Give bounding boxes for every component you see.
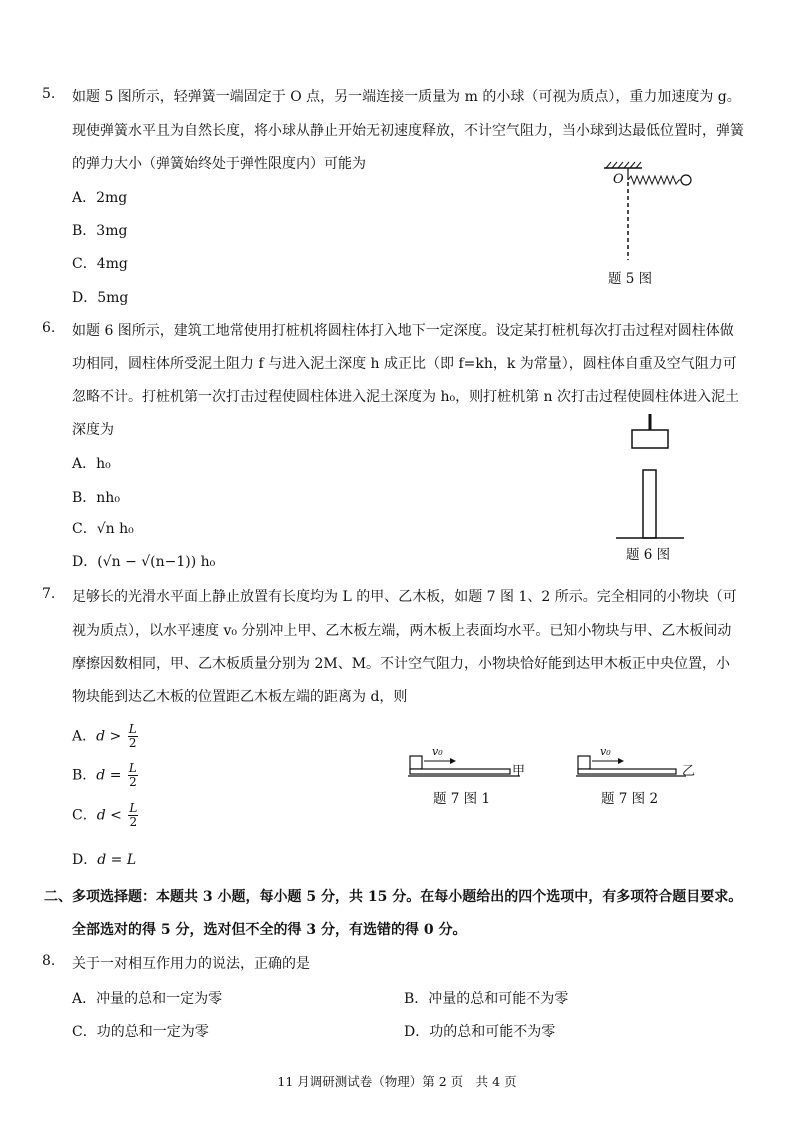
q6-figure xyxy=(612,414,692,540)
q7-stem-line-2: 视为质点），以水平速度 v₀ 分别冲上甲、乙木板左端，两木板上表面均水平。已知小物块与甲、乙木板间动 xyxy=(72,623,732,639)
board-yi xyxy=(578,769,676,774)
q7-stem-line-4: 物块能到达乙木板的位置距乙木板左端的距离为 d，则 xyxy=(72,689,408,705)
q7-option-d: D．d = L xyxy=(72,852,137,868)
q7-figure-1 xyxy=(408,748,528,778)
q7-figure-1-caption: 题 7 图 1 xyxy=(433,791,491,807)
q7-fig1-velocity-label: v₀ xyxy=(432,745,443,758)
q7-figure-2-caption: 题 7 图 2 xyxy=(601,791,659,807)
q6-stem-line-1: 如题 6 图所示，建筑工地常使用打桩机将圆柱体打入地下一定深度。设定某打桩机每次打击过程对圆柱体做 xyxy=(72,323,734,339)
q6-option-d: D．(√n − √(n−1)) h₀ xyxy=(72,554,216,570)
pile-column xyxy=(643,470,656,538)
q8-option-d: D．功的总和可能不为零 xyxy=(404,1024,556,1040)
q8-option-b: B．冲量的总和可能不为零 xyxy=(404,991,569,1007)
spring xyxy=(628,176,681,184)
q6-option-b: B．nh₀ xyxy=(72,490,120,506)
q5-figure-caption: 题 5 图 xyxy=(608,271,653,287)
q8-option-c: C．功的总和一定为零 xyxy=(72,1024,209,1040)
q7-option-a: A．d > $\frac{L}{2}$ xyxy=(72,722,137,750)
section2-heading-line-1: 二、多项选择题：本题共 3 小题，每小题 5 分，共 15 分。在每小题给出的四个选项中，有多项符合题目要求。 xyxy=(44,889,743,905)
section2-heading-line-2: 全部选对的得 5 分，选对但不全的得 3 分，有选错的得 0 分。 xyxy=(72,922,467,938)
q6-stem-line-3: 忽略不计。打桩机第一次打击过程使圆柱体进入泥土深度为 h₀，则打桩机第 n 次打击过程使圆柱体进入泥土 xyxy=(72,389,739,405)
q7-fig1-board-label: 甲 xyxy=(512,764,526,779)
q5-number: 5. xyxy=(42,86,56,102)
q6-stem-line-4: 深度为 xyxy=(72,422,114,438)
q7-number: 7. xyxy=(42,586,56,602)
q5-point-o-label: O xyxy=(613,172,624,187)
q6-option-c: C．√n h₀ xyxy=(72,521,134,537)
q7-option-b: B．d = $\frac{L}{2}$ xyxy=(72,761,137,789)
q5-stem-line-2: 现使弹簧水平且为自然长度，将小球从静止开始无初速度释放，不计空气阻力，当小球到达最低位置时，弹簧 xyxy=(72,123,744,139)
pile-hammer xyxy=(632,430,668,448)
q5-option-b: B．3mg xyxy=(72,223,128,239)
q7-figure-2 xyxy=(576,748,696,778)
q8-stem: 关于一对相互作用力的说法，正确的是 xyxy=(72,956,310,972)
q7-fig2-velocity-label: v₀ xyxy=(600,745,611,758)
q6-option-a: A．h₀ xyxy=(72,456,111,472)
board-jia xyxy=(410,769,510,774)
q7-stem-line-1: 足够长的光滑水平面上静止放置有长度均为 L 的甲、乙木板，如题 7 图 1、2 所示。完全相同的小物块（可 xyxy=(72,589,737,605)
q7-fig2-board-label: 乙 xyxy=(682,764,696,779)
q5-option-a: A．2mg xyxy=(72,190,128,206)
q5-stem-line-1: 如题 5 图所示，轻弹簧一端固定于 O 点，另一端连接一质量为 m 的小球（可视为质点），重力加速度为 g。 xyxy=(72,89,741,105)
q6-number: 6. xyxy=(42,320,56,336)
q8-number: 8. xyxy=(42,953,56,969)
q5-stem-line-3: 的弹力大小（弹簧始终处于弹性限度内）可能为 xyxy=(72,156,366,172)
page-footer: 11 月调研测试卷（物理）第 2 页 共 4 页 xyxy=(277,1074,517,1089)
q6-figure-caption: 题 6 图 xyxy=(626,547,671,563)
q5-option-d: D．5mg xyxy=(72,290,129,306)
q7-option-c: C．d < $\frac{L}{2}$ xyxy=(72,801,138,829)
block-1 xyxy=(410,756,422,769)
block-2 xyxy=(578,756,590,769)
q7-stem-line-3: 摩擦因数相同，甲、乙木板质量分别为 2M、M。不计空气阻力，小物块恰好能到达甲木板正中央位置，小 xyxy=(72,656,731,672)
q5-option-c: C．4mg xyxy=(72,256,128,272)
q6-stem-line-2: 功相同，圆柱体所受泥土阻力 f 与进入泥土深度 h 成正比（即 f=kh，k 为常量），圆柱体自重及空气阻力可 xyxy=(72,356,737,372)
q8-option-a: A．冲量的总和一定为零 xyxy=(72,991,223,1007)
ball xyxy=(681,175,691,185)
